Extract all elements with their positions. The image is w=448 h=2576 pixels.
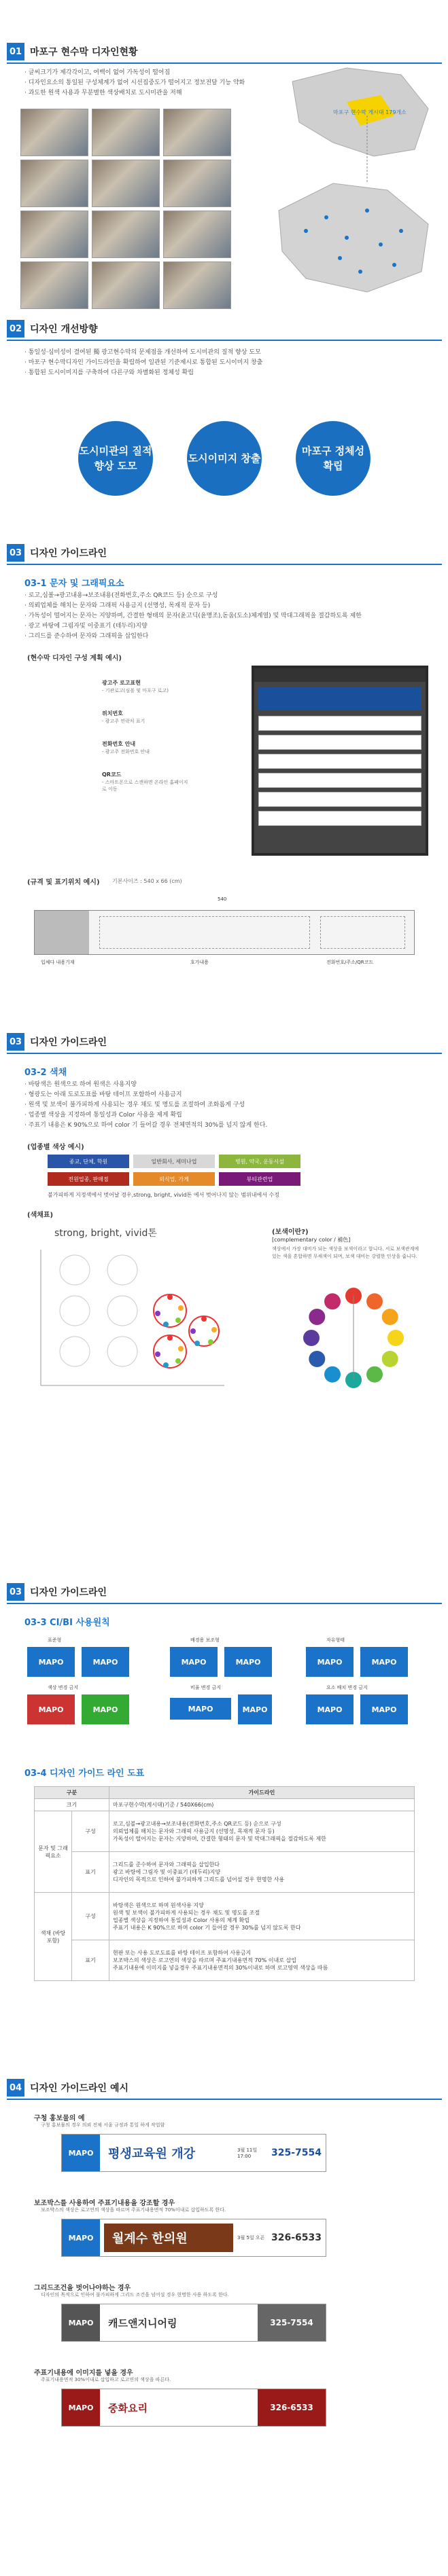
improvement-bullet: · 통일성·심미성이 결여된 獨 광고현수막의 문제점을 개선하여 도시미관의 질적 향상 도모 <box>24 348 432 358</box>
banner-photo <box>163 160 231 207</box>
section-guideline-ci <box>0 1582 448 1752</box>
section-number: 03 <box>7 1583 24 1601</box>
example-title: (현수막 디자인 구성 계획 예시) <box>27 655 122 662</box>
color-wheel-swatch <box>324 1293 341 1309</box>
color-chart-title: (색채표) <box>27 1212 54 1219</box>
rule-line: 보조박스의 색상은 로고연의 색상을 따르며 주표기내용면적 70% 이내로 삽입 <box>113 1957 296 1963</box>
rule-line: 디자인의 목적으로 인하여 불가피하게 그리드를 넘어설 경우 현명한 사용 <box>113 1876 285 1883</box>
section-divider <box>7 1603 442 1604</box>
industry-row <box>48 1172 300 1186</box>
board-banner <box>258 735 421 750</box>
ci-logo-text: MAPO <box>242 1705 268 1714</box>
color-wheel-swatch <box>303 1330 320 1346</box>
example-phone: 326-6533 <box>271 2232 322 2243</box>
table-cell <box>109 1852 415 1893</box>
section-divider <box>7 340 442 341</box>
banner-board <box>252 666 428 856</box>
example-main-text: 캐드앤지니어링 <box>108 2317 177 2329</box>
rule-line: 의뢰업체를 해치는 문자와 그래픽 사용금지 (선명성, 목재적 문자 등) <box>113 1828 275 1834</box>
color-rule-bullet: · 바탕색은 원색으로 하여 원색은 사용지양 <box>24 1080 432 1090</box>
rule-line: 원색 및 보색이 불가피하게 사용되는 경우 채도 및 명도를 조절 <box>113 1909 260 1916</box>
example-heading: 그리드조건을 벗어나야하는 경우 <box>34 2285 131 2292</box>
rule-line: 그리드를 준수하여 문자와 그래픽을 삽입한다 <box>113 1862 220 1868</box>
spec-part-label: 전화번호/주소/QR코드 <box>326 960 374 965</box>
board-banner <box>258 716 421 731</box>
ci-caption: 색상 변경 금지 <box>48 1685 79 1690</box>
banner-photo <box>92 261 160 309</box>
section-header <box>0 1582 107 1601</box>
ci-logo-text: MAPO <box>371 1705 397 1714</box>
color-rule-bullet: · 업종별 색상을 지정하여 통일성과 Color 사용을 제게 확립 <box>24 1110 432 1121</box>
goal-circle: 도시미관의 질적향상 도모 <box>78 421 153 496</box>
ci-caption: 요소 배치 변경 금지 <box>326 1685 368 1690</box>
goal-circle: 도시이미지 창출 <box>187 421 262 496</box>
ci-logo <box>306 1647 354 1677</box>
rule-line: 로고,심볼→광고내용→보조내용(전화번호,주소 QR코드 등) 순으로 구성 <box>113 1821 281 1827</box>
industry-swatch: 외식업, 가게 <box>133 1172 215 1186</box>
ci-caption: 표준형 <box>48 1637 62 1643</box>
ci-logo <box>360 1694 408 1724</box>
map-label: 마포구 현수막 게시대 179개소 <box>333 109 407 115</box>
ci-logo-text: MAPO <box>92 1705 118 1714</box>
table-cell: 크기 <box>35 1799 109 1811</box>
color-wheel-swatch <box>309 1351 325 1367</box>
table-cell <box>109 1940 415 1981</box>
color-rule-bullet: · 원색 및 보색이 불가피하게 사용되는 경우 채도 및 명도를 조절하여 조화롭게 구성 <box>24 1100 432 1110</box>
color-wheel-swatch <box>382 1309 398 1325</box>
table-cell <box>109 1893 415 1940</box>
ci-logo <box>27 1694 75 1724</box>
ci-logo-text: MAPO <box>181 1657 207 1667</box>
subsection-title: 03-4 디자인 가이드 라인 도표 <box>24 1768 145 1779</box>
example-main-text: 평생교육원 개강 <box>108 2147 195 2161</box>
table-cell: 구성 <box>72 1811 109 1852</box>
table-cell <box>109 1811 415 1852</box>
ci-logo <box>82 1647 129 1677</box>
section-divider <box>7 2099 442 2100</box>
ci-logo-text: MAPO <box>188 1704 213 1713</box>
text-rule-bullet: · 광고 바탕에 그림자및 이중표기 (테두리)지양 <box>24 621 432 632</box>
spec-logo-area <box>35 911 89 954</box>
text-rule-bullets <box>24 591 432 642</box>
section-improvement <box>0 319 448 543</box>
component-note: - 스마트폰으로 스캔하면 온라인 홈페이지로 이동 <box>102 780 188 792</box>
banner-photo <box>92 160 160 207</box>
table-header: 구분 <box>35 1787 109 1799</box>
spec-subtitle: 기본사이즈 : 540 x 66 (cm) <box>112 878 182 884</box>
section-title: 디자인 개선방향 <box>30 324 98 335</box>
table-row <box>35 1852 415 1893</box>
ci-logo-text: MAPO <box>317 1705 343 1714</box>
spec-main-area <box>99 916 310 949</box>
status-bullet: · 글씨크기가 제각각이고, 여백이 없어 가독성이 떨어짐 <box>24 68 249 78</box>
example-logo <box>62 2304 100 2341</box>
table-row <box>35 1893 415 1940</box>
color-wheel-swatch <box>387 1330 404 1346</box>
ci-logo <box>27 1647 75 1677</box>
rule-line: 가독성이 떨어지는 문자는 지양하며, 간결한 형태의 문자 및 막대그래픽을 절감하도록 제한 <box>113 1836 326 1842</box>
table-cell: 문자 및 그래픽요소 <box>35 1811 72 1893</box>
example-logo <box>62 2219 100 2256</box>
example-date: 3월 5일 오픈 <box>237 2235 265 2241</box>
subsection-title: 03-2 색채 <box>24 1068 67 1078</box>
section-header <box>0 1032 107 1051</box>
section-title: 디자인 가이드라인 예시 <box>30 2083 128 2094</box>
table-cell: 표기 <box>72 1940 109 1981</box>
example-banner <box>61 2389 326 2427</box>
ci-logo <box>224 1647 272 1677</box>
section-number: 01 <box>7 43 24 60</box>
example-main-text: 중화요리 <box>108 2401 148 2414</box>
table-cell: 구성 <box>72 1893 109 1940</box>
example-logo <box>62 2389 100 2426</box>
example-phone: 325-7554 <box>271 2147 322 2158</box>
table-row <box>35 1811 415 1852</box>
rule-line: 현판 또는 사용 도로도료를 바탕 테이프 포함하여 사용금지 <box>113 1950 252 1956</box>
spec-part-label: 입체다 내용기재 <box>41 960 75 965</box>
example-banner <box>61 2304 326 2342</box>
color-rule-bullet: · 형광도는 아래 도로도표를 바탕 테이프 포함하여 사용금지 <box>24 1090 432 1100</box>
industry-row <box>48 1155 300 1168</box>
tone-chart <box>27 1243 231 1392</box>
section-guideline-table <box>0 1759 448 2017</box>
example-logo-text: MAPO <box>68 2403 94 2412</box>
board-banner <box>258 687 421 710</box>
section-current-status <box>0 0 448 319</box>
example-logo-text: MAPO <box>68 2233 94 2243</box>
text-rule-bullet: · 로고,심볼→광고내용→보조내용(전화번호,주소 QR코드 등) 순으로 구성 <box>24 591 432 601</box>
table-row <box>35 1799 415 1811</box>
example-date: 3월 11일 17:00 <box>237 2147 258 2159</box>
example-phone: 325-7554 <box>258 2304 326 2341</box>
tone-label: strong, bright, vivid톤 <box>54 1228 157 1239</box>
section-header <box>0 2078 128 2097</box>
board-banner <box>258 811 421 826</box>
section-number: 03 <box>7 1033 24 1051</box>
ci-caption: 자유형태 <box>326 1637 345 1643</box>
table-cell: 표기 <box>72 1852 109 1893</box>
section-title: 디자인 가이드라인 <box>30 548 107 559</box>
color-note: 불가피하게 지정색에서 벗어날 경우,strong, bright, vivid톤 에서 벗어나지 않는 범위내에서 수정 <box>48 1192 279 1198</box>
section-header <box>0 543 107 562</box>
spec-dim-total: 540 <box>218 896 227 902</box>
color-wheel-swatch <box>382 1351 398 1367</box>
section-header <box>0 319 98 338</box>
example-desc: 디자인의 목적으로 인하여 불가피하게 그리드 조건을 넘어설 경우 현명한 사용 하도록 한다. <box>41 2292 229 2298</box>
industry-swatch: 일반회사, 세미나업 <box>133 1155 215 1168</box>
banner-photo <box>163 261 231 309</box>
component-note: - 광고주 전화번호 안내 <box>102 749 150 755</box>
text-rule-bullet: · 가독성이 떨어지는 문자는 지양하며, 간결한 형태의 문자(윤고딕(윤명조),돋움(도소)체계열) 및 막대그래픽을 절감하도록 제한 <box>24 611 432 621</box>
section-header <box>0 42 138 61</box>
mapo-map <box>265 54 442 312</box>
section-number: 03 <box>7 544 24 562</box>
industry-swatch: 병원, 약국, 운동시설 <box>219 1155 300 1168</box>
industry-swatch: 뷰티관련업 <box>219 1172 300 1186</box>
subsection-title: 03-3 CI/BI 사용원칙 <box>24 1618 110 1628</box>
banner-photo <box>92 211 160 258</box>
text-rule-bullet: · 그리드를 준수하여 문자와 그래픽을 삽입한다 <box>24 632 432 642</box>
ci-logo-text: MAPO <box>235 1657 261 1667</box>
spec-diagram <box>34 910 415 955</box>
example-logo <box>62 2135 100 2171</box>
board-banner <box>258 792 421 807</box>
spec-title: (규격 및 표기위치 예시) <box>27 879 100 886</box>
table-row <box>35 1940 415 1981</box>
ci-logo-text: MAPO <box>92 1657 118 1667</box>
status-bullet: · 과도한 원색 사용과 무분별한 색상배치로 도시미관을 저해 <box>24 88 249 98</box>
industry-swatch: 종교, 단체, 학원 <box>48 1155 129 1168</box>
rule-line: 주표기 내용은 K 90%으로 하며 color 기 들어갈 경우 30%를 넘지 않도록 한다 <box>113 1924 301 1931</box>
section-examples <box>0 2078 448 2574</box>
section-number: 04 <box>7 2079 24 2097</box>
ci-logo-text: MAPO <box>371 1657 397 1667</box>
banner-photo <box>20 211 88 258</box>
section-guideline-color <box>0 1032 448 1576</box>
section-title: 디자인 가이드라인 <box>30 1037 107 1048</box>
color-wheel-swatch <box>366 1293 383 1309</box>
banner-photo <box>92 109 160 156</box>
rule-line: 광고 바탕에 그림자 및 이중표기 (테두리)지양 <box>113 1869 221 1875</box>
ci-logo-text: MAPO <box>317 1657 343 1667</box>
status-bullet: · 디자인요소의 통일된 구성체계가 없어 시선집중도가 떨어지고 정보전달 기능 약화 <box>24 78 249 88</box>
status-bullets <box>24 68 249 98</box>
complement-title: (보색이란?) <box>272 1229 309 1236</box>
example-heading: 구청 홍보물의 예 <box>34 2115 85 2122</box>
banner-photo <box>163 211 231 258</box>
ci-caption: 배경용 보조형 <box>190 1637 220 1643</box>
example-heading: 주표기내용에 이미지를 넣을 경우 <box>34 2370 133 2377</box>
complement-desc: 색상에서 가장 대비가 되는 색상을 보색이라고 합니다. 서로 보색관계에 있는 색을 혼합하면 무채색이 되며, 보색 대비는 강렬한 인상을 줍니다. <box>272 1246 419 1259</box>
complement-subtitle: [complementary color / 補色] <box>272 1237 351 1243</box>
spec-contact-area <box>320 916 405 949</box>
table-cell: 색채 (바탕포함) <box>35 1893 72 1981</box>
section-title: 디자인 가이드라인 <box>30 1587 107 1598</box>
rule-line: 주표기내용에 이미지를 넣을경우 주표기내용면적의 30%이내로 하며 로고영역 색상을 따름 <box>113 1965 328 1971</box>
section-guideline-text <box>0 543 448 1032</box>
subsection-title: 03-1 문자 및 그래픽요소 <box>24 579 124 589</box>
spec-part-label: 호가내용 <box>190 960 209 965</box>
banner-photo <box>163 109 231 156</box>
section-number: 02 <box>7 320 24 338</box>
ci-logo <box>238 1694 272 1724</box>
ci-logo-text: MAPO <box>38 1705 64 1714</box>
table-header-row <box>35 1787 415 1799</box>
color-wheel-swatch <box>324 1366 341 1383</box>
example-heading: 보조박스를 사용하여 주표기내용을 강조할 경우 <box>34 2200 175 2207</box>
example-desc: 구청 홍보물의 경우 의뢰 전체 서울 규정과 통일 하게 작업함 <box>41 2122 165 2128</box>
improvement-bullet: · 마포구 현수막디자인 가이드라인을 확립하여 일관된 기준제시로 통합된 도시이미지 창출 <box>24 358 432 368</box>
banner-photo <box>20 160 88 207</box>
example-logo-text: MAPO <box>68 2148 94 2158</box>
component-label: 광고주 로고표현 <box>102 680 141 686</box>
color-wheel-swatch <box>309 1309 325 1325</box>
banner-photo <box>20 109 88 156</box>
component-label: 전화번호 안내 <box>102 741 136 747</box>
ci-caption: 비율 변경 금지 <box>190 1685 222 1690</box>
ci-logo <box>306 1694 354 1724</box>
guideline-table <box>34 1786 415 1981</box>
board-banner <box>258 773 421 788</box>
component-note: - 기관로고(심볼 및 마포구 로고) <box>102 688 169 693</box>
improvement-bullet: · 통합된 도시이미지를 구축하여 다른구와 차별화된 정체성 확립 <box>24 368 432 378</box>
goal-circle: 마포구 정체성 확립 <box>296 421 371 496</box>
example-banner <box>61 2134 326 2172</box>
section-divider <box>7 564 442 565</box>
section-title: 마포구 현수막 디자인현황 <box>30 47 138 58</box>
color-wheel-swatch <box>366 1366 383 1383</box>
improvement-bullets <box>24 348 432 378</box>
text-rule-bullet: · 의뢰업체를 해치는 문자와 그래픽 사용금지 (선명성, 목재적 문자 등) <box>24 601 432 611</box>
industry-swatch: 전원업종, 판매점 <box>48 1172 129 1186</box>
colors-title: (업종별 색상 예시) <box>27 1144 84 1151</box>
section-divider <box>7 1053 442 1054</box>
example-main-text: 월계수 한의원 <box>104 2224 233 2252</box>
banner-photo <box>20 261 88 309</box>
component-label: 위치번호 <box>102 710 123 716</box>
board-banner <box>258 754 421 769</box>
table-cell: 마포구현수막(게시대)기준 / 540X66(cm) <box>109 1799 415 1811</box>
component-note: - 광고주 연락처 표기 <box>102 719 145 724</box>
example-desc: 보조박스의 색상은 로고연의 색상을 따르며 주표기내용면적 70%이내로 삽입하도록 한다. <box>41 2207 226 2213</box>
ci-logo-text: MAPO <box>38 1657 64 1667</box>
example-logo-text: MAPO <box>68 2318 94 2327</box>
component-label: QR코드 <box>102 772 122 778</box>
example-phone: 326-6533 <box>258 2389 326 2426</box>
rule-line: 바탕색은 원색으로 하며 원색사용 지양 <box>113 1902 204 1908</box>
ci-logo <box>170 1647 218 1677</box>
color-rule-bullets <box>24 1080 432 1131</box>
table-header: 가이드라인 <box>109 1787 415 1799</box>
ci-logo <box>360 1647 408 1677</box>
color-wheel <box>299 1284 408 1392</box>
example-banner <box>61 2219 326 2257</box>
color-rule-bullet: · 주표기 내용은 K 90%으로 하여 color 기 들어갈 경우 전체면적의 30%를 넘지 않게 한다. <box>24 1121 432 1131</box>
example-desc: 주표기내용면적 30%이내로 삽입하고 로고연의 색상을 따른다. <box>41 2377 171 2382</box>
board-header <box>254 668 426 682</box>
ci-logo <box>170 1698 231 1720</box>
ci-logo <box>82 1694 129 1724</box>
rule-line: 업종별 색상을 지정하여 통일성과 Color 사용의 체계 확립 <box>113 1917 249 1923</box>
